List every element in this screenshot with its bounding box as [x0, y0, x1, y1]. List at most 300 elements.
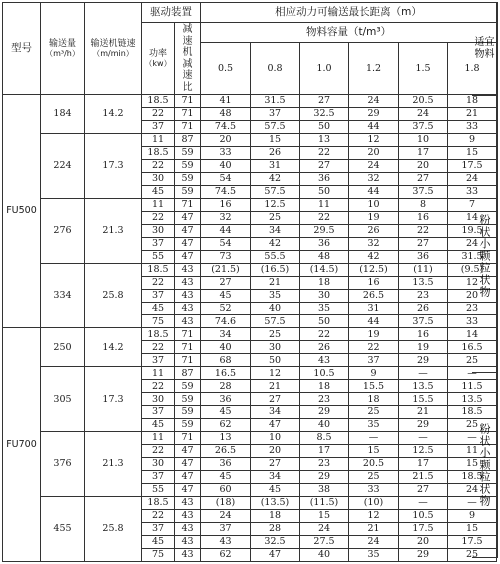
power-cell: 75: [142, 548, 175, 561]
distance-cell: (9.5): [448, 263, 497, 276]
distance-cell: 19: [399, 341, 448, 354]
density-col-4: 1.5: [399, 43, 448, 95]
distance-cell: 12.5: [399, 445, 448, 458]
chain-speed-cell: 17.3: [85, 133, 142, 198]
distance-cell: 44: [349, 315, 399, 328]
distance-cell: 18.5: [448, 406, 497, 419]
distance-cell: 25: [251, 211, 300, 224]
reducer-cell: 59: [175, 393, 201, 406]
distance-cell: 25: [448, 548, 497, 561]
capacity-cell: 305: [41, 367, 85, 432]
distance-cell: 15.5: [349, 380, 399, 393]
distance-cell: 20: [448, 289, 497, 302]
header-drive: 驱动装置: [142, 3, 201, 23]
power-cell: 18.5: [142, 146, 175, 159]
power-cell: 30: [142, 224, 175, 237]
distance-cell: 19: [349, 328, 399, 341]
distance-cell: 24: [349, 95, 399, 108]
distance-cell: 50: [300, 120, 349, 133]
distance-cell: 54: [201, 237, 251, 250]
distance-cell: 47: [251, 548, 300, 561]
capacity-cell: 376: [41, 432, 85, 497]
distance-cell: 42: [251, 237, 300, 250]
distance-cell: 11: [300, 198, 349, 211]
distance-cell: 11: [448, 445, 497, 458]
reducer-cell: 59: [175, 380, 201, 393]
distance-cell: 50: [251, 354, 300, 367]
capacity-cell: 250: [41, 328, 85, 367]
reducer-cell: 43: [175, 289, 201, 302]
table-body: [3, 95, 497, 562]
distance-cell: (10): [349, 497, 399, 510]
distance-cell: 33: [448, 120, 497, 133]
distance-cell: 18: [251, 510, 300, 523]
distance-cell: 23: [300, 393, 349, 406]
distance-cell: 21: [251, 380, 300, 393]
distance-cell: 30: [300, 289, 349, 302]
distance-cell: 9: [349, 367, 399, 380]
distance-cell: 24: [349, 535, 399, 548]
distance-cell: 57.5: [251, 185, 300, 198]
distance-cell: 37: [201, 522, 251, 535]
distance-cell: 50: [300, 185, 349, 198]
chain-speed-cell: 21.3: [85, 198, 142, 263]
distance-cell: 28: [201, 380, 251, 393]
distance-cell: 20.5: [349, 458, 399, 471]
distance-cell: 29: [399, 354, 448, 367]
distance-cell: 31.5: [448, 250, 497, 263]
material-label-fu500: [472, 140, 496, 373]
distance-cell: 25: [349, 471, 399, 484]
distance-cell: 15: [349, 445, 399, 458]
distance-cell: 17.5: [448, 535, 497, 548]
table-row: [3, 497, 497, 510]
model-name-cell: FU700: [3, 328, 41, 562]
distance-cell: (11): [399, 263, 448, 276]
distance-cell: 21: [349, 522, 399, 535]
distance-cell: 27: [399, 484, 448, 497]
distance-cell: 25: [448, 354, 497, 367]
distance-cell: 21.5: [399, 471, 448, 484]
distance-cell: 33: [201, 146, 251, 159]
power-cell: 75: [142, 315, 175, 328]
material-text-fu500: 粉状小颗粒状物: [478, 214, 491, 298]
distance-cell: 35: [349, 548, 399, 561]
distance-cell: 25: [448, 419, 497, 432]
reducer-cell: 87: [175, 367, 201, 380]
distance-cell: 27: [251, 458, 300, 471]
suitable-header-text: 适宜物料: [474, 37, 495, 60]
distance-cell: 40: [201, 341, 251, 354]
density-col-0: 0.5: [201, 43, 251, 95]
power-cell: 18.5: [142, 263, 175, 276]
power-cell: 37: [142, 471, 175, 484]
distance-cell: 42: [251, 172, 300, 185]
suitable-body: [472, 96, 497, 558]
distance-cell: —: [448, 497, 497, 510]
distance-cell: (12.5): [349, 263, 399, 276]
distance-cell: 20: [251, 445, 300, 458]
distance-cell: 17.5: [399, 522, 448, 535]
distance-cell: 9: [448, 510, 497, 523]
distance-cell: 10: [251, 432, 300, 445]
distance-cell: 13.5: [448, 393, 497, 406]
distance-cell: 22: [399, 224, 448, 237]
distance-cell: 40: [201, 159, 251, 172]
reducer-cell: 47: [175, 484, 201, 497]
distance-cell: 73: [201, 250, 251, 263]
distance-cell: 35: [251, 289, 300, 302]
distance-cell: 45: [201, 471, 251, 484]
chain-speed-cell: 21.3: [85, 432, 142, 497]
reducer-cell: 47: [175, 445, 201, 458]
reducer-cell: 43: [175, 522, 201, 535]
distance-cell: 48: [300, 250, 349, 263]
distance-cell: 32: [349, 237, 399, 250]
header-power-label: 功率: [148, 48, 167, 59]
power-cell: 37: [142, 406, 175, 419]
distance-cell: 21: [251, 276, 300, 289]
distance-cell: 18: [448, 95, 497, 108]
density-col-5: 1.8: [448, 43, 497, 95]
power-cell: 22: [142, 276, 175, 289]
power-cell: 30: [142, 172, 175, 185]
distance-cell: 55.5: [251, 250, 300, 263]
table-row: [3, 367, 497, 380]
distance-cell: 45: [251, 484, 300, 497]
distance-cell: 30: [251, 341, 300, 354]
distance-cell: 27: [399, 237, 448, 250]
distance-cell: 27: [251, 393, 300, 406]
material-text-fu700: 粉状小颗粒状物: [478, 423, 491, 507]
header-reducer-label: 减速机减速比: [182, 24, 193, 93]
distance-cell: 68: [201, 354, 251, 367]
distance-cell: 29: [300, 471, 349, 484]
capacity-cell: 276: [41, 198, 85, 263]
power-cell: 37: [142, 354, 175, 367]
distance-cell: 13: [300, 133, 349, 146]
power-cell: 30: [142, 458, 175, 471]
power-cell: 22: [142, 380, 175, 393]
distance-cell: 45: [201, 289, 251, 302]
distance-cell: 11.5: [448, 380, 497, 393]
header-capacity: [41, 3, 85, 95]
distance-cell: 10: [349, 198, 399, 211]
distance-cell: 32: [201, 211, 251, 224]
reducer-cell: 71: [175, 107, 201, 120]
distance-cell: 40: [251, 302, 300, 315]
distance-cell: (14.5): [300, 263, 349, 276]
distance-cell: 12: [349, 133, 399, 146]
distance-cell: 20: [399, 159, 448, 172]
distance-cell: 16.5: [448, 341, 497, 354]
distance-cell: 27: [399, 172, 448, 185]
distance-cell: 16: [399, 328, 448, 341]
distance-cell: 21: [448, 107, 497, 120]
distance-cell: 33: [349, 484, 399, 497]
reducer-cell: 47: [175, 211, 201, 224]
distance-cell: 24: [448, 484, 497, 497]
distance-cell: 17: [399, 458, 448, 471]
distance-cell: 24: [201, 510, 251, 523]
power-cell: 45: [142, 185, 175, 198]
distance-cell: 54: [201, 172, 251, 185]
distance-cell: 27.5: [300, 535, 349, 548]
distance-cell: 45: [201, 406, 251, 419]
distance-cell: 26: [349, 224, 399, 237]
power-cell: 37: [142, 522, 175, 535]
distance-cell: 10: [399, 133, 448, 146]
distance-cell: 37: [251, 107, 300, 120]
distance-cell: 44: [349, 120, 399, 133]
distance-cell: 31.5: [251, 95, 300, 108]
header-capacity-label: 输送量: [48, 38, 76, 49]
distance-cell: 15: [300, 510, 349, 523]
distance-cell: 32.5: [300, 107, 349, 120]
reducer-cell: 43: [175, 302, 201, 315]
power-cell: 37: [142, 120, 175, 133]
distance-cell: 36: [399, 250, 448, 263]
distance-cell: 28: [251, 522, 300, 535]
power-cell: 22: [142, 510, 175, 523]
reducer-cell: 47: [175, 224, 201, 237]
distance-cell: 16: [349, 276, 399, 289]
distance-cell: 16.5: [201, 367, 251, 380]
distance-cell: 26.5: [201, 445, 251, 458]
distance-cell: 8.5: [300, 432, 349, 445]
reducer-cell: 71: [175, 328, 201, 341]
distance-cell: 33: [448, 315, 497, 328]
power-cell: 45: [142, 419, 175, 432]
header-chain-speed-unit: （m/min）: [92, 49, 134, 59]
distance-cell: 7: [448, 198, 497, 211]
reducer-cell: 47: [175, 458, 201, 471]
distance-cell: 14: [448, 211, 497, 224]
reducer-cell: 71: [175, 354, 201, 367]
distance-cell: 57.5: [251, 315, 300, 328]
distance-cell: —: [399, 432, 448, 445]
distance-cell: 22: [300, 146, 349, 159]
distance-cell: (21.5): [201, 263, 251, 276]
density-col-1: 0.8: [251, 43, 300, 95]
distance-cell: 24: [448, 172, 497, 185]
distance-cell: (16.5): [251, 263, 300, 276]
reducer-cell: 59: [175, 185, 201, 198]
reducer-cell: 71: [175, 432, 201, 445]
power-cell: 37: [142, 289, 175, 302]
capacity-cell: 334: [41, 263, 85, 328]
distance-cell: 36: [300, 172, 349, 185]
reducer-cell: 43: [175, 315, 201, 328]
power-cell: 45: [142, 535, 175, 548]
power-cell: 18.5: [142, 497, 175, 510]
power-cell: 55: [142, 484, 175, 497]
distance-cell: 22: [300, 328, 349, 341]
distance-cell: 52: [201, 302, 251, 315]
power-cell: 22: [142, 341, 175, 354]
distance-cell: 40: [300, 419, 349, 432]
reducer-cell: 59: [175, 146, 201, 159]
distance-cell: 15: [448, 522, 497, 535]
distance-cell: 37: [349, 354, 399, 367]
reducer-cell: 47: [175, 237, 201, 250]
power-cell: 22: [142, 107, 175, 120]
capacity-cell: 184: [41, 95, 85, 134]
power-cell: 22: [142, 445, 175, 458]
capacity-cell: 224: [41, 133, 85, 198]
power-cell: 22: [142, 211, 175, 224]
power-cell: 11: [142, 133, 175, 146]
reducer-cell: 71: [175, 198, 201, 211]
reducer-cell: 43: [175, 548, 201, 561]
reducer-cell: 71: [175, 120, 201, 133]
distance-cell: 20.5: [399, 95, 448, 108]
distance-cell: 36: [201, 458, 251, 471]
reducer-cell: 59: [175, 406, 201, 419]
distance-cell: (18): [201, 497, 251, 510]
suitable-material-column: [472, 2, 498, 558]
distance-cell: 37.5: [399, 120, 448, 133]
distance-cell: 62: [201, 419, 251, 432]
power-cell: 30: [142, 393, 175, 406]
reducer-cell: 43: [175, 535, 201, 548]
distance-cell: 29: [399, 419, 448, 432]
distance-cell: 17: [300, 445, 349, 458]
distance-cell: 44: [201, 224, 251, 237]
chain-speed-cell: 14.2: [85, 95, 142, 134]
distance-cell: 20: [349, 146, 399, 159]
distance-cell: 12.5: [251, 198, 300, 211]
distance-cell: 36: [300, 237, 349, 250]
distance-cell: 38: [300, 484, 349, 497]
distance-cell: 41: [201, 95, 251, 108]
header-chain-speed-label: 输送机链速: [90, 38, 136, 49]
distance-cell: 17: [399, 146, 448, 159]
distance-cell: 48: [201, 107, 251, 120]
table-row: [3, 263, 497, 276]
distance-cell: 26: [251, 146, 300, 159]
distance-cell: 17.5: [448, 159, 497, 172]
distance-cell: 43: [201, 535, 251, 548]
distance-cell: 31: [349, 302, 399, 315]
distance-cell: 31: [251, 159, 300, 172]
power-cell: 55: [142, 250, 175, 263]
distance-cell: 27: [300, 95, 349, 108]
distance-cell: 13.5: [399, 380, 448, 393]
distance-cell: 36: [201, 393, 251, 406]
chain-speed-cell: 14.2: [85, 328, 142, 367]
density-col-3: 1.2: [349, 43, 399, 95]
distance-cell: 23: [300, 458, 349, 471]
distance-cell: 74.5: [201, 185, 251, 198]
power-cell: 18.5: [142, 95, 175, 108]
distance-cell: 27: [300, 159, 349, 172]
table-row: [3, 95, 497, 108]
distance-cell: —: [349, 432, 399, 445]
distance-cell: 25: [251, 328, 300, 341]
distance-cell: 20: [399, 535, 448, 548]
distance-cell: 33: [448, 185, 497, 198]
distance-cell: 10.5: [300, 367, 349, 380]
header-capacity-unit: （m³/h）: [45, 49, 80, 59]
power-cell: 11: [142, 367, 175, 380]
power-cell: 11: [142, 432, 175, 445]
distance-cell: 44: [349, 185, 399, 198]
distance-cell: 13: [201, 432, 251, 445]
distance-cell: 24: [349, 159, 399, 172]
distance-cell: 29: [349, 107, 399, 120]
chain-speed-cell: 17.3: [85, 367, 142, 432]
distance-cell: 26.5: [349, 289, 399, 302]
distance-cell: 23: [399, 289, 448, 302]
distance-cell: 18: [349, 393, 399, 406]
distance-cell: 37.5: [399, 315, 448, 328]
power-cell: 37: [142, 237, 175, 250]
distance-cell: 74.6: [201, 315, 251, 328]
distance-cell: 15.5: [399, 393, 448, 406]
reducer-cell: 59: [175, 172, 201, 185]
reducer-cell: 43: [175, 497, 201, 510]
capacity-cell: 455: [41, 497, 85, 562]
distance-cell: 35: [300, 302, 349, 315]
distance-cell: 60: [201, 484, 251, 497]
chain-speed-cell: 25.8: [85, 497, 142, 562]
header-reducer: [175, 23, 201, 95]
distance-cell: 19.5: [448, 224, 497, 237]
reducer-cell: 43: [175, 276, 201, 289]
distance-cell: 13.5: [399, 276, 448, 289]
power-cell: 11: [142, 198, 175, 211]
distance-cell: 15: [448, 458, 497, 471]
distance-cell: (13.5): [251, 497, 300, 510]
distance-cell: 12: [448, 276, 497, 289]
distance-cell: 18.5: [448, 471, 497, 484]
distance-cell: 19: [349, 211, 399, 224]
reducer-cell: 71: [175, 341, 201, 354]
distance-cell: 24: [300, 522, 349, 535]
distance-cell: 57.5: [251, 120, 300, 133]
distance-cell: —: [399, 497, 448, 510]
header-distance: 相应动力可输送最长距离（m）: [201, 3, 497, 23]
reducer-cell: 59: [175, 159, 201, 172]
distance-cell: (11.5): [300, 497, 349, 510]
table-row: [3, 198, 497, 211]
distance-cell: 26: [399, 302, 448, 315]
model-name-cell: FU500: [3, 95, 41, 328]
reducer-cell: 43: [175, 510, 201, 523]
distance-cell: 15: [251, 133, 300, 146]
distance-cell: 37.5: [399, 185, 448, 198]
distance-cell: 43: [300, 354, 349, 367]
suitable-header-box: [472, 3, 497, 96]
table-row: [3, 432, 497, 445]
reducer-cell: 71: [175, 95, 201, 108]
distance-cell: 50: [300, 315, 349, 328]
distance-cell: 29: [300, 406, 349, 419]
footnote-strip: [0, 558, 500, 564]
conveyor-spec-table: [2, 2, 497, 562]
table-row: [3, 328, 497, 341]
density-col-2: 1.0: [300, 43, 349, 95]
distance-cell: 18: [300, 380, 349, 393]
distance-cell: 23: [448, 302, 497, 315]
power-cell: 45: [142, 302, 175, 315]
distance-cell: 34: [251, 224, 300, 237]
distance-cell: 47: [251, 419, 300, 432]
distance-cell: 34: [201, 328, 251, 341]
header-material-capacity: 物料容量（t/m³）: [201, 23, 497, 43]
distance-cell: —: [448, 432, 497, 445]
